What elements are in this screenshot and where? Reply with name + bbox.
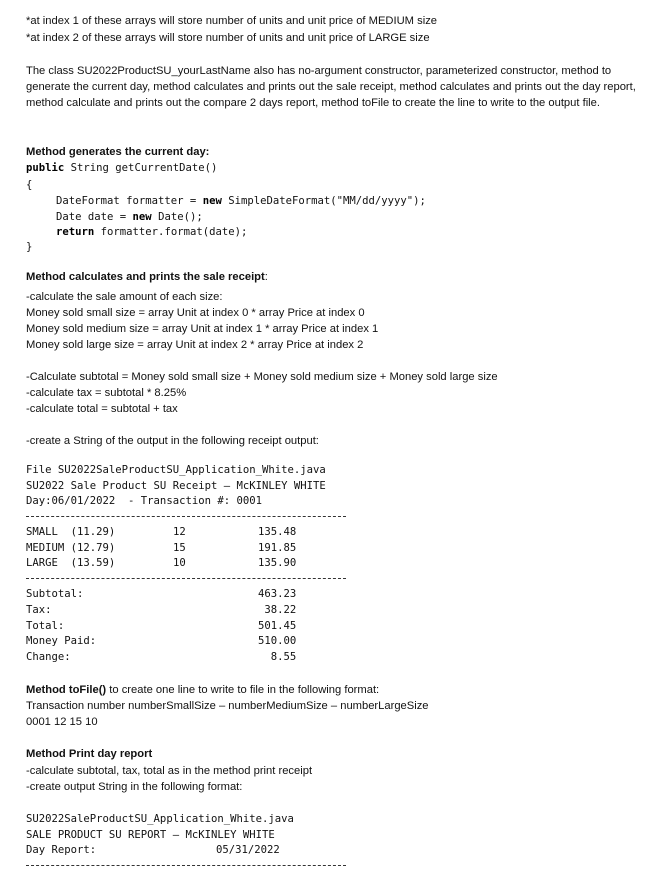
total-label: Total:: [26, 620, 65, 632]
total-value: 463.23: [258, 588, 297, 600]
code-open-brace: {: [26, 179, 33, 191]
tofile-format: Transaction number numberSmallSize – numberMediumSize – numberLargeSize: [26, 700, 429, 712]
day-report-step: -create output String in the following format:: [26, 781, 243, 793]
intro-line-1: *at index 1 of these arrays will store number of units and unit price of MEDIUM size: [26, 15, 438, 27]
item-qty: 10: [173, 557, 186, 569]
receipt-divider: [26, 578, 346, 579]
current-day-heading: Method generates the current day:: [26, 146, 210, 158]
total-value: 8.55: [258, 651, 297, 663]
receipt-day-line: Day:06/01/2022 - Transaction #: 0001: [26, 495, 262, 507]
total-label: Money Paid:: [26, 635, 97, 647]
total-value: 501.45: [258, 620, 297, 632]
item-label: MEDIUM (12.79): [26, 542, 116, 554]
day-report-step: -calculate subtotal, tax, total as in the method print receipt: [26, 765, 313, 777]
report-date: 05/31/2022: [216, 844, 280, 856]
intro-line-2: *at index 2 of these arrays will store number of units and unit price of LARGE size: [26, 32, 430, 44]
calc-step: -calculate total = subtotal + tax: [26, 403, 178, 415]
tofile-heading: Method toFile() to create one line to write to file in the following format:: [26, 684, 380, 696]
report-file-line: SU2022SaleProductSU_Application_White.java: [26, 813, 294, 825]
calc-step: -calculate tax = subtotal * 8.25%: [26, 387, 187, 399]
calc-step: -Calculate subtotal = Money sold small size + Money sold medium size + Money sold large size: [26, 371, 498, 383]
code-close-brace: }: [26, 241, 33, 253]
code-line-return: return formatter.format(date);: [56, 226, 248, 238]
class-description: The class SU2022ProductSU_yourLastName also has no-argument constructor, parameterized constructor, method to generate the current day, method calculates and prints out the sale receipt, method calculates and prints out the day report, method calculate and prints out the compare 2 days report, method toFile to create the line to write to the output file.: [26, 65, 636, 109]
receipt-step: Money sold small size = array Unit at index 0 * array Price at index 0: [26, 307, 365, 319]
item-amount: 191.85: [258, 542, 297, 554]
receipt-step: Money sold medium size = array Unit at index 1 * array Price at index 1: [26, 323, 379, 335]
report-title: SALE PRODUCT SU REPORT – McKINLEY WHITE: [26, 829, 275, 841]
receipt-file-line: File SU2022SaleProductSU_Application_White.java: [26, 464, 326, 476]
item-label: LARGE (13.59): [26, 557, 116, 569]
day-report-heading: Method Print day report: [26, 748, 153, 760]
code-line-date: Date date = new Date();: [56, 211, 203, 223]
code-signature: public String getCurrentDate(): [26, 162, 218, 174]
total-label: Subtotal:: [26, 588, 84, 600]
report-divider: [26, 865, 346, 866]
receipt-step: Money sold large size = array Unit at index 2 * array Price at index 2: [26, 339, 364, 351]
total-value: 38.22: [258, 604, 297, 616]
receipt-method-heading: Method calculates and prints the sale receipt:: [26, 271, 268, 283]
item-qty: 12: [173, 526, 186, 538]
code-line-formatter: DateFormat formatter = new SimpleDateFormat("MM/dd/yyyy");: [56, 195, 426, 207]
receipt-divider: [26, 516, 346, 517]
item-amount: 135.90: [258, 557, 297, 569]
receipt-title: SU2022 Sale Product SU Receipt – McKINLEY WHITE: [26, 480, 326, 492]
report-day-label: Day Report:: [26, 844, 97, 856]
total-label: Change:: [26, 651, 71, 663]
receipt-step: -calculate the sale amount of each size:: [26, 291, 223, 303]
item-qty: 15: [173, 542, 186, 554]
item-label: SMALL (11.29): [26, 526, 116, 538]
tofile-example: 0001 12 15 10: [26, 716, 98, 728]
total-label: Tax:: [26, 604, 52, 616]
create-string-step: -create a String of the output in the following receipt output:: [26, 435, 319, 447]
item-amount: 135.48: [258, 526, 297, 538]
total-value: 510.00: [258, 635, 297, 647]
